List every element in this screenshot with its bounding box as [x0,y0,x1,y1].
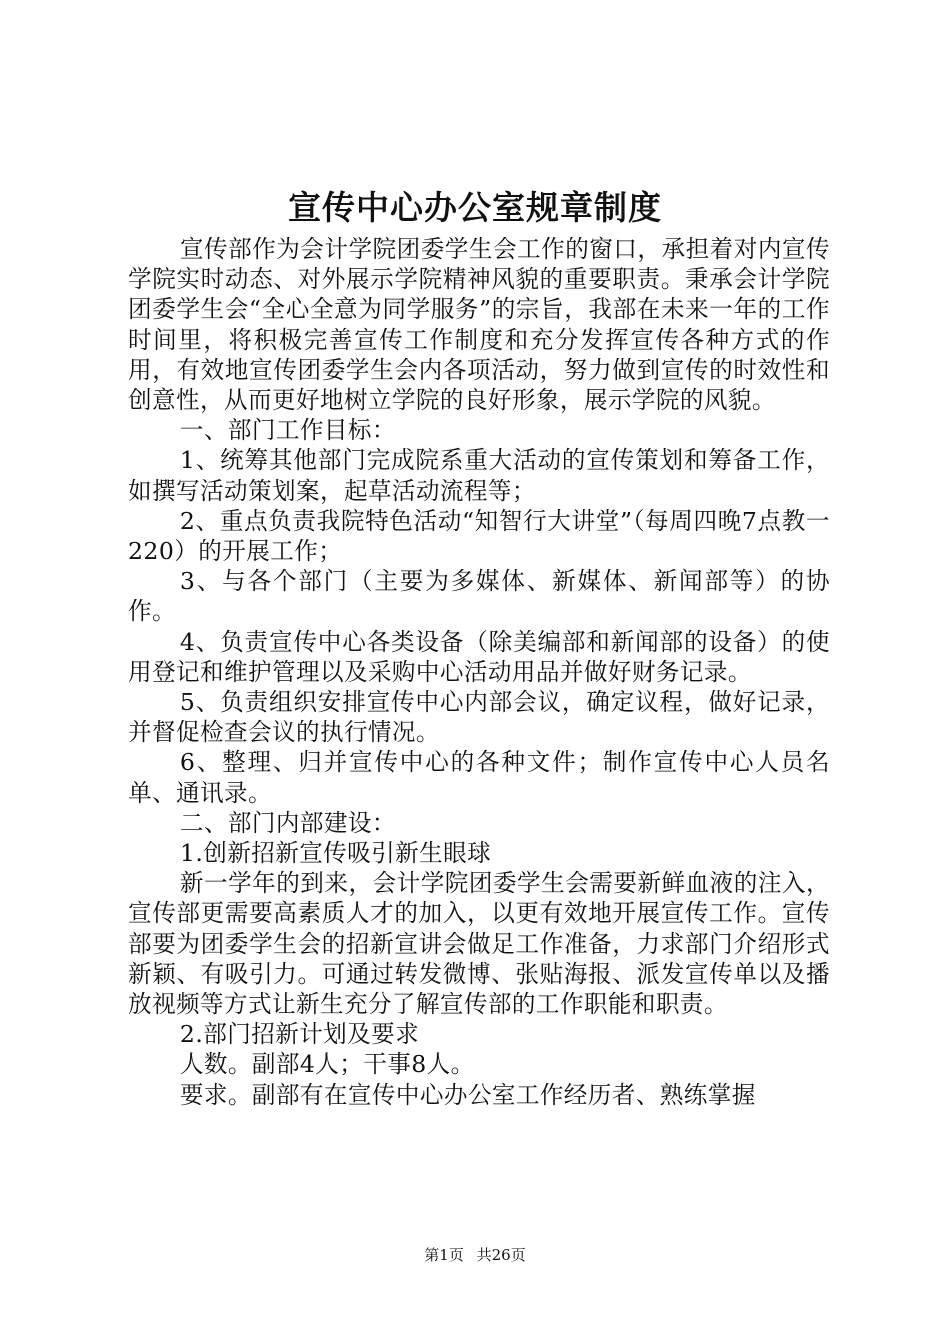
goal-item-2: 2、重点负责我院特色活动“知智行大讲堂”（每周四晚7点教一220）的开展工作； [128,506,830,566]
goal-item-5: 5、负责组织安排宣传中心内部会议，确定议程，做好记录，并督促检查会议的执行情况。 [128,688,830,747]
page-number: 第1页 [424,1246,464,1264]
section-heading-internal: 二、部门内部建设： [179,808,396,837]
intro-paragraph: 宣传部作为会计学院团委学生会工作的窗口，承担着对内宣传学院实时动态、对外展示学院精神风貌的重要职责。秉承会计学院团委学生会“全心全意为同学服务”的宗旨，我部在未来一年的工作时间里，将积极完善宣传工作制度和充分发挥宣传各种方式的作用，有效地宣传团委学生会内各项活动，努力做到宣传的时效性和创意性，从而更好地树立学院的良好形象，展示学院的风貌。 [128,235,830,415]
document-body [128,234,830,1110]
page-footer [0,1244,950,1266]
recruitment-promo-paragraph: 新一学年的到来，会计学院团委学生会需要新鲜血液的注入，宣传部更需要高素质人才的加入，以更有效地开展宣传工作。宣传部要为团委学生会的招新宣讲会做足工作准备，力求部门介绍形式新颖、有吸引力。可通过转发微博、张贴海报、派发宣传单以及播放视频等方式让新生充分了解宣传部的工作职能和职责。 [128,869,830,1019]
subheading-recruitment-plan: 2.部门招新计划及要求 [179,1020,420,1049]
headcount-paragraph: 人数。副部4人；干事8人。 [179,1050,475,1079]
page-total: 共26页 [476,1246,526,1264]
section-heading-goals: 一、部门工作目标： [179,416,396,445]
goal-item-3: 3、与各个部门（主要为多媒体、新媒体、新闻部等）的协作。 [128,567,830,626]
goal-item-4: 4、负责宣传中心各类设备（除美编部和新闻部的设备）的使用登记和维护管理以及采购中心活动用品并做好财务记录。 [128,627,830,686]
goal-item-1: 1、统筹其他部门完成院系重大活动的宣传策划和筹备工作，如撰写活动策划案，起草活动流程等； [128,446,830,505]
requirements-paragraph: 要求。副部有在宣传中心办公室工作经历者、熟练掌握 [179,1080,756,1109]
subheading-recruitment-promo: 1.创新招新宣传吸引新生眼球 [179,839,492,868]
document-title: 宣传中心办公室规章制度 [288,188,662,227]
goal-item-6: 6、整理、归并宣传中心的各种文件；制作宣传中心人员名单、通讯录。 [128,748,830,807]
